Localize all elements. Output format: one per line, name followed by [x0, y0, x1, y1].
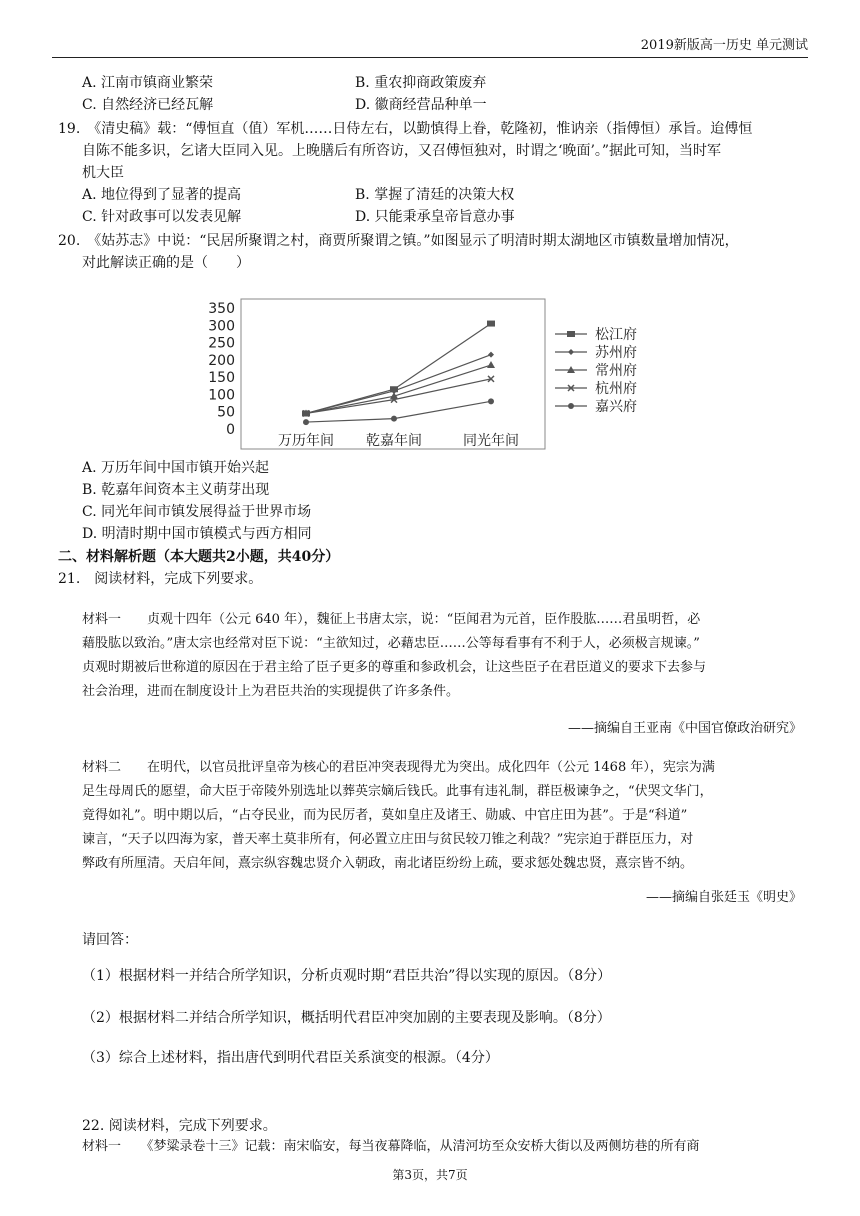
- q19-option-b: B. 掌握了清廷的决策大权: [355, 187, 515, 203]
- page-header: 2019新版高一历史 单元测试: [640, 38, 808, 53]
- q18-option-b: B. 重农抑商政策废弃: [355, 75, 487, 91]
- q21-material2-line4: 谏言，“天子以四海为家，普天率土莫非所有，何必置立庄田与贫民较刀锥之利哉？”宪宗迫于群臣压力，对: [82, 832, 694, 847]
- q21-question1: （1）根据材料一并结合所学知识，分析贞观时期“君臣共治”得以实现的原因。（8分）: [82, 968, 612, 984]
- plot-frame: [241, 299, 545, 449]
- x-tick-label: 万历年间: [278, 433, 334, 449]
- y-axis: [208, 301, 235, 438]
- legend-label: 嘉兴府: [595, 399, 637, 415]
- x-axis: [278, 432, 519, 449]
- q20-stem-line1: 20. 《姑苏志》中说：“民居所聚谓之村，商贾所聚谓之镇。”如图显示了明清时期太湖地区市镇数量增加情况，: [58, 233, 739, 249]
- q20-option-d: D. 明清时期中国市镇模式与西方相同: [82, 526, 312, 542]
- q20-option-c: C. 同光年间市镇发展得益于世界市场: [82, 504, 312, 520]
- data-point: [487, 361, 495, 368]
- q21-question2: （2）根据材料二并结合所学知识，概括明代君臣冲突加剧的主要表现及影响。（8分）: [82, 1010, 611, 1026]
- data-point: [487, 321, 495, 327]
- legend-marker: [568, 403, 574, 409]
- header-rule: [52, 57, 808, 58]
- q18-option-a: A. 江南市镇商业繁荣: [82, 75, 214, 91]
- x-tick-label: 同光年间: [463, 433, 519, 449]
- q18-option-c: C. 自然经济已经瓦解: [82, 97, 214, 113]
- q19-option-c: C. 针对政事可以发表见解: [82, 209, 242, 225]
- q19-option-a: A. 地位得到了显著的提高: [82, 187, 242, 203]
- legend-label: 松江府: [595, 327, 637, 343]
- chart-legend: [555, 326, 637, 415]
- q18-option-d: D. 徽商经营品种单一: [355, 97, 487, 113]
- legend-marker: [568, 349, 574, 355]
- y-tick-label: 0: [226, 422, 235, 438]
- legend-label: 常州府: [595, 363, 637, 379]
- q20-option-b: B. 乾嘉年间资本主义萌芽出现: [82, 482, 270, 498]
- town-count-line-chart: [205, 293, 655, 458]
- legend-label: 杭州府: [595, 381, 637, 397]
- y-tick-label: 250: [208, 335, 235, 352]
- series-line: [306, 401, 491, 422]
- data-point: [488, 398, 494, 404]
- q21-material2-line1: 材料二 在明代，以官员批评皇帝为核心的君臣冲突表现得尤为突出。成化四年（公元 1468 年），宪宗为满: [82, 760, 715, 775]
- q19-option-d: D. 只能秉承皇帝旨意办事: [355, 209, 515, 225]
- section2-title: 二、材料解析题（本大题共2小题，共40分）: [58, 549, 340, 565]
- q21-material2-line3: 竟得如礼”。明中期以后，“占夺民业，而为民厉者，莫如皇庄及诸王、勋戚、中官庄田为甚”。于是“科道”: [82, 808, 688, 823]
- data-point: [303, 419, 309, 425]
- q21-material2-source: ——摘编自张廷玉《明史》: [645, 890, 802, 905]
- q21-material1-line4: 社会治理，进而在制度设计上为君臣共治的实现提供了许多条件。: [82, 684, 460, 699]
- y-tick-label: 50: [217, 404, 235, 421]
- q21-material1-line1: 材料一 贞观十四年（公元 640 年），魏征上书唐太宗，说：“臣闻君为元首，臣作股肱……君虽明哲，必: [82, 612, 701, 627]
- y-tick-label: 300: [208, 318, 235, 335]
- q19-stem-line2: 自陈不能多识，乞诸大臣同入见。上晚膳后有所咨访，又召傅恒独对，时谓之‘晚面’。”据此可知，当时军: [82, 143, 722, 159]
- q21-material1-line2: 藉股肱以致治。”唐太宗也经常对臣下说：“主欲知过，必藉忠臣……公等每看事有不利于人，必须极言规谏。”: [82, 636, 700, 651]
- legend-label: 苏州府: [595, 345, 637, 361]
- q19-stem-line3: 机大臣: [82, 165, 124, 181]
- q21-material1-line3: 贞观时期被后世称道的原因在于君主给了臣子更多的尊重和参政机会，让这些臣子在君臣道义的要求下去参与: [82, 660, 707, 675]
- data-point: [391, 416, 397, 422]
- page-footer: 第3页，共7页: [392, 1168, 468, 1182]
- y-tick-label: 150: [208, 370, 235, 387]
- q21-material1-source: ——摘编自王亚南《中国官僚政治研究》: [567, 721, 802, 736]
- series-line: [306, 324, 491, 414]
- q21-ask: 请回答：: [82, 932, 138, 948]
- q21-intro: 21. 阅读材料，完成下列要求。: [58, 571, 263, 587]
- legend-marker: [567, 331, 575, 337]
- y-tick-label: 200: [208, 352, 235, 369]
- y-tick-label: 100: [208, 387, 235, 404]
- q22-material1-line1: 材料一 《梦粱录卷十三》记载：南宋临安，每当夜幕降临，从清河坊至众安桥大街以及两侧坊巷的所有商: [82, 1139, 700, 1154]
- q21-material2-line2: 足生母周氏的愿望，命大臣于帝陵外别选址以葬英宗嫡后钱氏。此事有违礼制，群臣极谏争之，“伏哭文华门，: [82, 784, 713, 799]
- q20-stem-line2: 对此解读正确的是（ ）: [82, 255, 250, 271]
- series-line: [306, 355, 491, 414]
- q21-material2-line5: 弊政有所厘清。天启年间，熹宗纵容魏忠贤介入朝政，南北诸臣纷纷上疏，要求惩处魏忠贤，熹宗皆不纳。: [82, 856, 694, 871]
- q19-stem-line1: 19. 《清史稿》载：“傅恒直（值）军机……日侍左右，以勤慎得上眷，乾隆初，惟讷亲（指傅恒）承旨。迨傅恒: [58, 121, 753, 137]
- series-lines: [302, 321, 495, 426]
- q21-question3: （3）综合上述材料，指出唐代到明代君臣关系演变的根源。（4分）: [82, 1050, 499, 1066]
- q22-intro: 22. 阅读材料，完成下列要求。: [82, 1118, 277, 1134]
- x-tick-label: 乾嘉年间: [366, 433, 422, 449]
- q20-option-a: A. 万历年间中国市镇开始兴起: [82, 460, 270, 476]
- data-point: [488, 352, 494, 358]
- y-tick-label: 350: [208, 301, 235, 317]
